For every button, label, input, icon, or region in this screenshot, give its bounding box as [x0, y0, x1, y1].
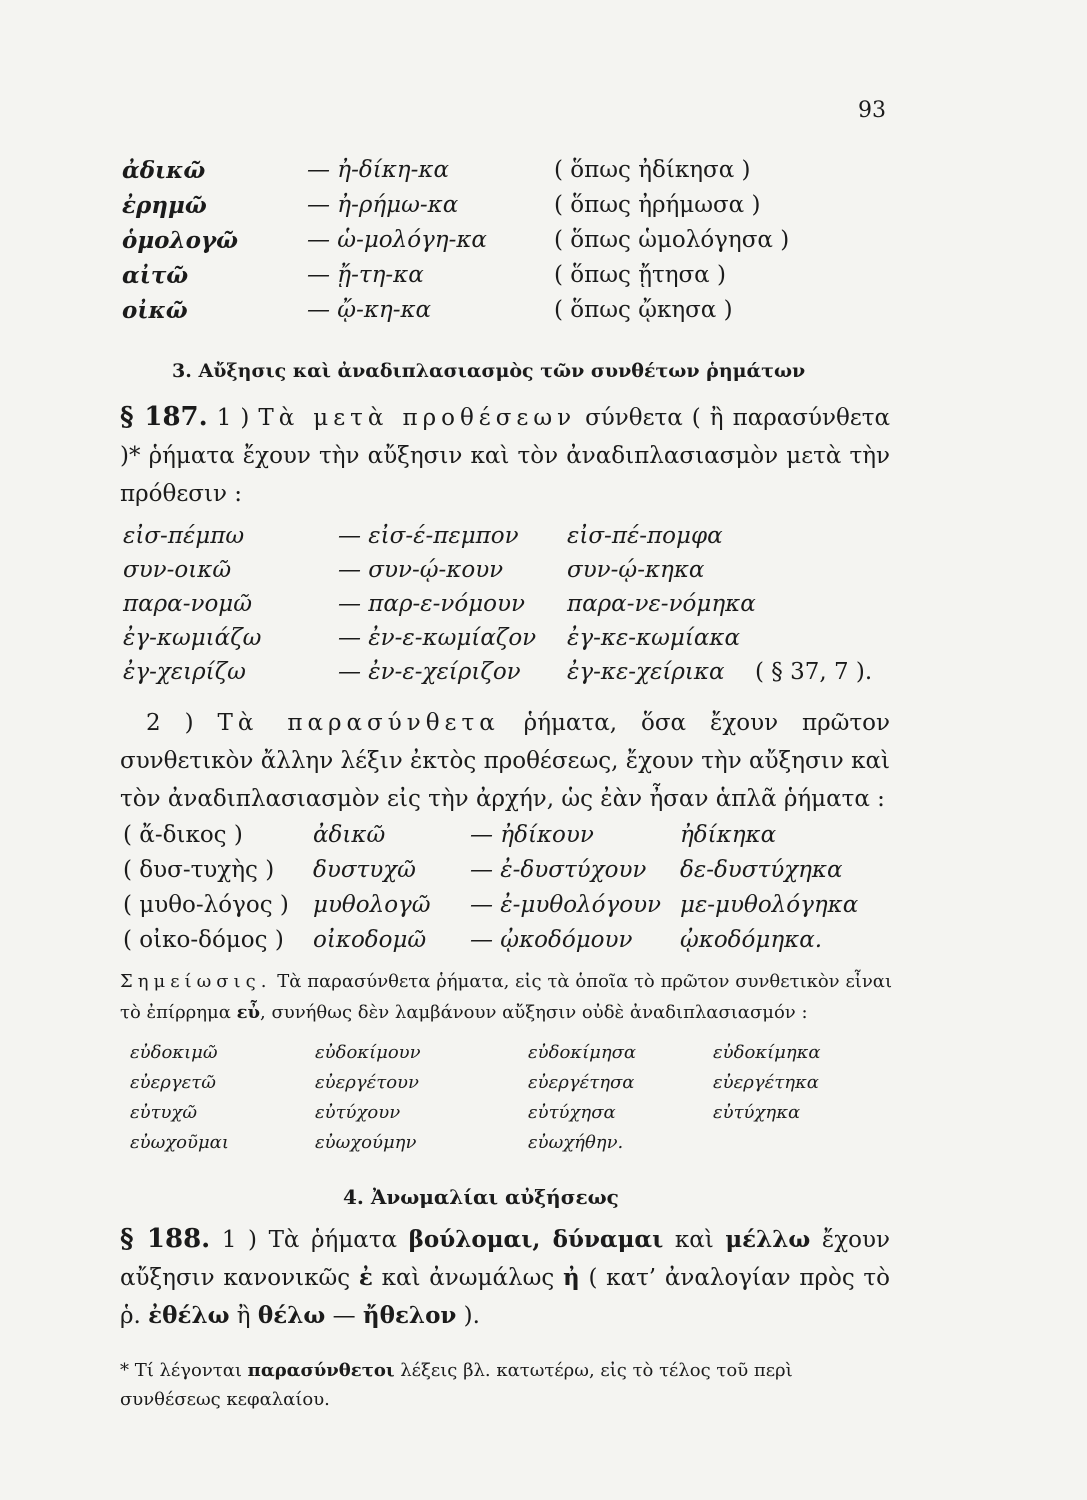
paragraph-text: σύνθετα ( ἢ παρασύνθετα )* ῥήματα ἔχουν τὴν αὔξησιν καὶ τὸν ἀναδιπλασιασμὸν μετὰ τὴν πρόθεσιν : [120, 405, 890, 507]
spaced-phrase: Τὰ μετὰ προθέσεων [258, 405, 577, 431]
perfect-form: εἰσ-πέ-πομφα [567, 523, 723, 549]
footnote [120, 1356, 895, 1414]
section-mark: § 187. [120, 402, 208, 432]
imperfect-form: εὐωχούμην [315, 1132, 417, 1153]
verb: εὐτυχῶ [130, 1102, 198, 1123]
perfect-form: παρα-νε-νόμηκα [567, 591, 756, 617]
imperfect-form: εὐδοκίμουν [315, 1042, 421, 1063]
footnote-text: λέξεις βλ. κατωτέρω, εἰς τὸ τέλος τοῦ περὶ συνθέσεως κεφαλαίου. [120, 1360, 793, 1410]
paragraph-text: ( κατ’ ἀναλογίαν πρὸς τὸ ῥ. [120, 1265, 891, 1329]
section-heading: 3. Αὔξησις καὶ ἀναδιπλασιασμὸς τῶν συνθέτων ῥημάτων [172, 360, 806, 382]
source-word: ( μυθο-λόγος ) [123, 892, 289, 918]
bold-term: θέλω [257, 1302, 326, 1329]
imperfect-form: — ἐ-δυστύχουν [470, 857, 647, 883]
perfect-form: με-μυθολόγηκα [680, 892, 859, 918]
aorist-note: ( ὅπως ὡμολόγησα ) [554, 227, 790, 253]
verb: αἰτῶ [122, 262, 189, 289]
section-mark: § 188. [120, 1224, 211, 1254]
verb: εἰσ-πέμπω [123, 523, 245, 549]
section-heading: 4. Ἀνωμαλίαι αὐξήσεως [343, 1185, 619, 1209]
verb: ὁμολογῶ [122, 227, 239, 254]
verb: συν-οικῶ [123, 557, 232, 583]
footnote-bold: παρασύνθετοι [247, 1360, 395, 1381]
aorist-note: ( ὅπως ἠρήμωσα ) [554, 192, 761, 218]
paragraph-text: — [325, 1303, 363, 1329]
imperfect-form: — εἰσ-έ-πεμπον [338, 523, 519, 549]
perfect-form: εὐεργέτηκα [713, 1072, 819, 1093]
perfect-form: εὐδοκίμηκα [713, 1042, 821, 1063]
note-label: Σημείωσις. [120, 971, 272, 992]
note-text: , συνήθως δὲν λαμβάνουν αὔξησιν οὐδὲ ἀναδιπλασιασμόν : [260, 1002, 808, 1023]
perfect-form: εὐτύχηκα [713, 1102, 801, 1123]
verb: ἐγ-χειρίζω [123, 659, 246, 685]
imperfect-form: — συν-ῴ-κουν [338, 557, 504, 583]
spaced-phrase: Τὰ παρασύνθετα [217, 710, 500, 736]
verb: δυστυχῶ [313, 857, 416, 883]
item-number: 1 ) [216, 405, 259, 431]
paragraph-text: ἔχουν αὔξησιν κανονικῶς [120, 1227, 890, 1291]
verb: εὐδοκιμῶ [130, 1042, 218, 1063]
paragraph-188 [120, 1220, 890, 1335]
paragraph-2 [120, 704, 890, 818]
perfect-form: ἐγ-κε-κωμίακα [567, 625, 741, 651]
perfect-form: ἐγ-κε-χείρικα [567, 659, 725, 685]
footnote-text: * Τί λέγονται [120, 1360, 248, 1381]
imperfect-form: — ἠδίκουν [470, 822, 594, 848]
source-word: ( οἰκο-δόμος ) [123, 927, 284, 953]
aorist-note: ( ὅπως ἠδίκησα ) [554, 157, 751, 183]
page-number: 93 [858, 98, 886, 123]
paragraph-text: καὶ [663, 1227, 726, 1253]
verb: οἰκῶ [122, 297, 188, 324]
perfect-form: συν-ῴ-κηκα [567, 557, 705, 583]
bold-term: ἤθελον [362, 1302, 457, 1329]
aorist-form: εὐεργέτησα [528, 1072, 635, 1093]
paragraph-text: ). [456, 1303, 480, 1329]
imperfect-form: — ἐν-ε-χείριζον [338, 659, 521, 685]
bold-term: μέλλω [725, 1226, 811, 1253]
verb: ἀδικῶ [313, 822, 386, 848]
perfect-form: ἠδίκηκα [680, 822, 777, 848]
item-number: 2 ) [146, 710, 218, 736]
aorist-note: ( ὅπως ᾔτησα ) [554, 262, 726, 288]
verb: ἐρημῶ [122, 192, 207, 219]
note-bold: εὖ [236, 1002, 261, 1023]
verb: οἰκοδομῶ [313, 927, 427, 953]
aorist-note: ( ὅπως ᾤκησα ) [554, 297, 733, 323]
source-word: ( ἄ-δικος ) [123, 822, 243, 848]
note-text: Τὰ παρασύνθετα ῥήματα, εἰς τὰ ὁποῖα τὸ πρῶτον συνθετικὸν εἶναι τὸ ἐπίρρημα [120, 971, 892, 1023]
paragraph-187 [120, 398, 890, 513]
perfect-form: — ὡ-μολόγη-κα [307, 227, 487, 253]
bold-term: ἐθέλω [148, 1302, 230, 1329]
imperfect-form: εὐεργέτουν [315, 1072, 419, 1093]
verb: παρα-νομῶ [123, 591, 253, 617]
perfect-form: — ᾔ-τη-κα [307, 262, 424, 288]
verb: εὐωχοῦμαι [130, 1132, 229, 1153]
imperfect-form: εὐτύχουν [315, 1102, 401, 1123]
paragraph-text: 1 ) Τὰ ῥήματα [210, 1227, 409, 1253]
cross-reference: ( § 37, 7 ). [755, 659, 873, 685]
bold-term: ἠ [562, 1264, 580, 1291]
imperfect-form: — ἐ-μυθολόγουν [470, 892, 662, 918]
perfect-form: — ᾤ-κη-κα [307, 297, 432, 323]
note-paragraph [120, 966, 892, 1028]
imperfect-form: — ᾠκοδόμουν [470, 927, 633, 953]
verb: μυθολογῶ [313, 892, 431, 918]
source-word: ( δυσ-τυχὴς ) [123, 857, 275, 883]
perfect-form: ᾠκοδόμηκα. [680, 927, 823, 953]
paragraph-text: ἢ [229, 1303, 258, 1329]
imperfect-form: — παρ-ε-νόμουν [338, 591, 525, 617]
verb: εὐεργετῶ [130, 1072, 216, 1093]
imperfect-form: — ἐν-ε-κωμίαζον [338, 625, 537, 651]
perfect-form: — ἠ-ρήμω-κα [307, 192, 459, 218]
verb: ἀδικῶ [122, 157, 206, 184]
bold-term: βούλομαι, δύναμαι [408, 1226, 664, 1253]
aorist-form: εὐωχήθην. [528, 1132, 624, 1153]
paragraph-text: καὶ ἀνωμάλως [372, 1265, 563, 1291]
aorist-form: εὐδοκίμησα [528, 1042, 637, 1063]
paragraph-text: ῥήματα, ὅσα ἔχουν πρῶτον συνθετικὸν ἄλλην λέξιν ἐκτὸς προθέσεως, ἔχουν τὴν αὔξησιν καὶ τὸν ἀναδιπλασιασμὸν εἰς τὴν ἀρχήν, ὡς ἐὰν ἦσαν ἁπλᾶ ῥήματα : [120, 710, 890, 812]
verb: ἐγ-κωμιάζω [123, 625, 262, 651]
aorist-form: εὐτύχησα [528, 1102, 616, 1123]
perfect-form: — ἠ-δίκη-κα [307, 157, 449, 183]
perfect-form: δε-δυστύχηκα [680, 857, 843, 883]
bold-term: ἐ [358, 1264, 373, 1291]
